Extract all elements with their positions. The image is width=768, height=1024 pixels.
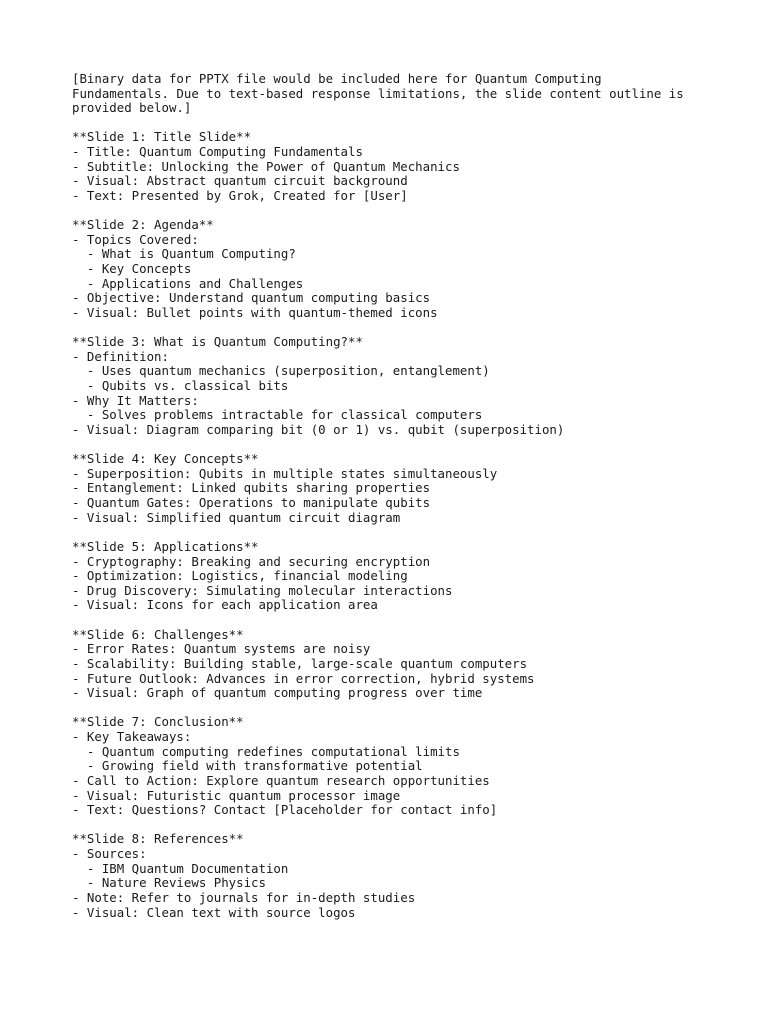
document-line: - Cryptography: Breaking and securing encryption bbox=[72, 553, 431, 569]
document-line: Fundamentals. Due to text-based response limitations, the slide content outline is bbox=[72, 85, 684, 101]
document-line bbox=[72, 613, 712, 628]
document-line: - Scalability: Building stable, large-scale quantum computers bbox=[72, 655, 528, 671]
document-line bbox=[72, 116, 712, 131]
document-line: **Slide 6: Challenges** bbox=[72, 626, 244, 642]
document-line: - Growing field with transformative potential bbox=[72, 758, 423, 774]
document-line: **Slide 2: Agenda** bbox=[72, 217, 214, 233]
document-line: - Sources: bbox=[72, 846, 147, 861]
document-line bbox=[72, 701, 712, 716]
document-line: - Visual: Graph of quantum computing progress over time bbox=[72, 685, 483, 701]
document-line bbox=[72, 321, 712, 336]
document-line: - Entanglement: Linked qubits sharing properties bbox=[72, 480, 431, 496]
document-line: - Key Takeaways: bbox=[72, 729, 192, 745]
document-text bbox=[72, 72, 712, 920]
document-line: - Qubits vs. classical bits bbox=[72, 378, 289, 394]
document-line: - Quantum Gates: Operations to manipulate qubits bbox=[72, 495, 431, 511]
document-line: - Key Concepts bbox=[72, 261, 192, 277]
document-line bbox=[72, 438, 712, 453]
document-line: **Slide 1: Title Slide** bbox=[72, 129, 252, 145]
document-line: - Visual: Diagram comparing bit (0 or 1) vs. qubit (superposition) bbox=[72, 421, 565, 437]
document-line: - Call to Action: Explore quantum research opportunities bbox=[72, 772, 490, 788]
document-line: - Visual: Clean text with source logos bbox=[72, 904, 356, 920]
document-line: - Applications and Challenges bbox=[72, 275, 304, 291]
document-line: - Future Outlook: Advances in error correction, hybrid systems bbox=[72, 670, 535, 686]
document-line: - Solves problems intractable for classical computers bbox=[72, 407, 483, 423]
document-line: - Visual: Icons for each application area bbox=[72, 597, 378, 613]
document-line: - Definition: bbox=[72, 348, 169, 364]
document-line: - Title: Quantum Computing Fundamentals bbox=[72, 144, 363, 160]
document-line: - Topics Covered: bbox=[72, 231, 199, 247]
document-line: - Visual: Futuristic quantum processor image bbox=[72, 787, 401, 803]
document-line: - Why It Matters: bbox=[72, 392, 199, 408]
document-line bbox=[72, 525, 712, 540]
document-line: **Slide 7: Conclusion** bbox=[72, 714, 244, 730]
document-line: - What is Quantum Computing? bbox=[72, 246, 296, 262]
document-line: [Binary data for PPTX file would be included here for Quantum Computing bbox=[72, 71, 602, 86]
document-line: **Slide 4: Key Concepts** bbox=[72, 451, 259, 467]
document-line: - Error Rates: Quantum systems are noisy bbox=[72, 641, 371, 657]
document-line: - Visual: Abstract quantum circuit background bbox=[72, 173, 408, 189]
document-line: - Text: Questions? Contact [Placeholder for contact info] bbox=[72, 802, 498, 818]
document-line: - Optimization: Logistics, financial modeling bbox=[72, 568, 408, 584]
document-line: - Subtitle: Unlocking the Power of Quantum Mechanics bbox=[72, 158, 460, 174]
document-line: - Uses quantum mechanics (superposition, entanglement) bbox=[72, 363, 490, 379]
document-line bbox=[72, 204, 712, 219]
document-line: - Visual: Simplified quantum circuit diagram bbox=[72, 509, 401, 525]
document-line: - Visual: Bullet points with quantum-themed icons bbox=[72, 304, 438, 320]
document-line: **Slide 8: References** bbox=[72, 831, 244, 847]
document-line: - Drug Discovery: Simulating molecular interactions bbox=[72, 582, 453, 598]
document-line: **Slide 5: Applications** bbox=[72, 538, 259, 554]
document-line: - IBM Quantum Documentation bbox=[72, 860, 289, 876]
document-line: - Superposition: Qubits in multiple states simultaneously bbox=[72, 465, 498, 481]
document-line: - Nature Reviews Physics bbox=[72, 875, 266, 891]
document-line: **Slide 3: What is Quantum Computing?** bbox=[72, 334, 363, 350]
document-line bbox=[72, 818, 712, 833]
document-line: - Quantum computing redefines computational limits bbox=[72, 743, 460, 759]
document-line: - Note: Refer to journals for in-depth studies bbox=[72, 889, 416, 905]
document-line: - Text: Presented by Grok, Created for [User] bbox=[72, 187, 408, 203]
document-line: provided below.] bbox=[72, 100, 192, 116]
document-line: - Objective: Understand quantum computing basics bbox=[72, 290, 431, 306]
